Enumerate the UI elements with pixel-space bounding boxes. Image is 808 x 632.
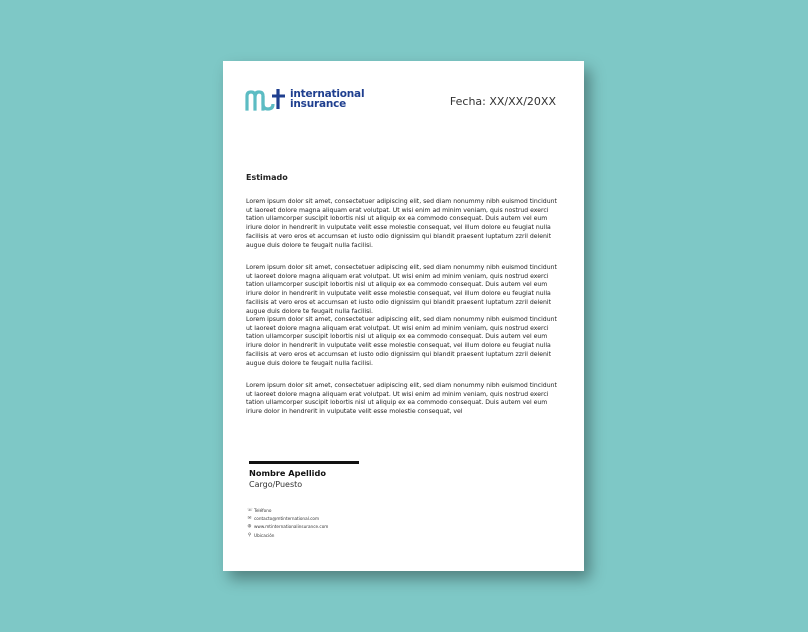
signer-role: Cargo/Puesto [249,480,303,489]
contact-email-text: contacto@mtinternational.com [254,515,320,521]
brand-line-1: international [290,88,365,100]
contact-phone-text: Teléfono [254,507,272,513]
contact-phone [247,506,328,514]
signer-name: Nombre Apellido [249,468,326,478]
body-paragraph-3: Lorem ipsum dolor sit amet, consectetuer adipiscing elit, sed diam nonummy nibh euismod tincidunt ut laoreet dolore magna aliquam erat volutpat. Ut wisi enim ad minim veniam, quis nostrud exerci tation ullamcorper suscipit lobortis nisl ut aliquip ex ea commodo consequat. Duis autem vel eum iriure dolor in hendrerit in vulputate velit esse molestie consequat, vel illum dolore eu feugiat nulla facilisis at vero eros et accumsan et iusto odio dignissim qui blandit praesent luptatum zzril delenit augue duis dolore te feugait nulla facilisi. [246,316,557,367]
contact-list [247,506,328,539]
letter-page [223,61,584,571]
body-paragraph-2: Lorem ipsum dolor sit amet, consectetuer adipiscing elit, sed diam nonummy nibh euismod tincidunt ut laoreet dolore magna aliquam erat volutpat. Ut wisi enim ad minim veniam, quis nostrud exerci tation ullamcorper suscipit lobortis nisl ut aliquip ex ea commodo consequat. Duis autem vel eum iriure dolor in hendrerit in vulputate velit esse molestie consequat, vel illum dolore eu feugiat nulla facilisis at vero eros et accumsan et iusto odio dignissim qui blandit praesent luptatum zzril delenit augue duis dolore te feugait nulla facilisi. [246,264,557,315]
signature-line [249,461,359,464]
mt-logo-mark-icon [245,87,287,111]
body-paragraph-4: Lorem ipsum dolor sit amet, consectetuer adipiscing elit, sed diam nonummy nibh euismod tincidunt ut laoreet dolore magna aliquam erat volutpat. Ut wisi enim ad minim veniam, quis nostrud exerci tation ullamcorper suscipit lobortis nisl ut aliquip ex ea commodo consequat. Duis autem vel eum iriure dolor in hendrerit in vulputate velit esse molestie consequat, vel [246,382,557,416]
body-paragraph-1: Lorem ipsum dolor sit amet, consectetuer adipiscing elit, sed diam nonummy nibh euismod tincidunt ut laoreet dolore magna aliquam erat volutpat. Ut wisi enim ad minim veniam, quis nostrud exerci tation ullamcorper suscipit lobortis nisl ut aliquip ex ea commodo consequat. Duis autem vel eum iriure dolor in hendrerit in vulputate velit esse molestie consequat, vel illum dolore eu feugiat nulla facilisis at vero eros et accumsan et iusto odio dignissim qui blandit praesent luptatum zzril delenit augue duis dolore te feugait nulla facilisi. [246,198,557,249]
contact-location-text: Ubicación [254,532,275,538]
brand-line-2: insurance [290,98,347,110]
contact-website [247,523,328,531]
company-logo [245,87,364,111]
contact-website-text: www.mtinternationalinsurance.com [254,524,329,530]
contact-location [247,531,328,539]
location-icon: ⚲ [247,532,252,538]
greeting: Estimado [246,173,288,182]
contact-email [247,514,328,522]
globe-icon: ◍ [247,524,252,530]
phone-icon: ☏ [247,507,253,513]
brand-name [290,89,364,109]
mail-icon: ✉ [247,515,252,521]
letter-date: Fecha: XX/XX/20XX [449,95,556,108]
